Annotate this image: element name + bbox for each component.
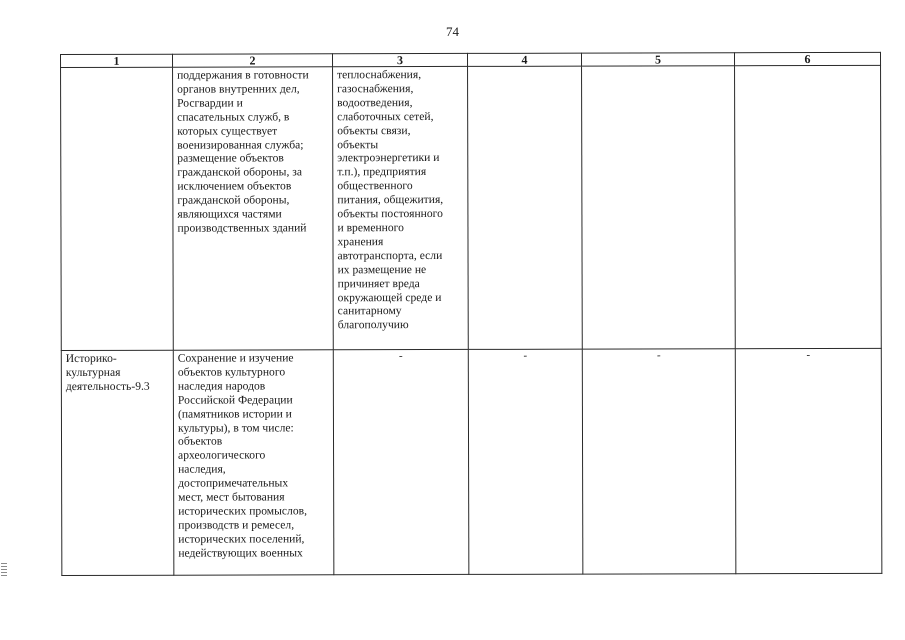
table-cell (468, 66, 583, 349)
column-header-3: 3 (333, 53, 468, 66)
land-use-table (60, 52, 882, 576)
table-cell (333, 349, 469, 574)
dash-mark: - (523, 349, 528, 362)
table-row (61, 348, 882, 575)
column-header-5: 5 (581, 53, 734, 66)
column-header-1: 1 (61, 54, 173, 67)
cell-text: теплоснабжения, газоснабжения, водоотведения, слаботочных сетей, объекты связи, объекты электроэнергетики и т.п.), предприятия общественного питания, общежития, объекты постоянного и временного хранения автотранспорта, если их размещение не причиняет вреда окружающей среде и санитарному благополучию (337, 68, 444, 332)
column-header-2: 2 (173, 54, 333, 67)
table-cell (61, 350, 174, 575)
table-cell (735, 65, 882, 348)
table-cell (173, 67, 334, 350)
table-row (61, 65, 882, 350)
table-cell (582, 349, 736, 574)
dash-mark: - (398, 350, 403, 363)
cell-text: Сохранение и изучение объектов культурного наследия народов Российской Федерации (памятников истории и культуры), в том числе: объектов археологического наследия, достопримечательных мест, мест бытования исторических промыслов, производств и ремесел, исторических поселений, недействующих военных (177, 351, 308, 560)
page-number: 74 (446, 24, 459, 39)
column-header-6: 6 (734, 52, 880, 65)
table-cell (735, 348, 882, 573)
table-cell (582, 66, 736, 349)
table-cell (333, 66, 469, 349)
dash-mark: - (806, 349, 811, 362)
cell-text: Историко- культурная деятельность-9.3 (65, 351, 150, 393)
table-cell (173, 350, 334, 575)
table-cell (61, 67, 174, 350)
column-header-4: 4 (467, 53, 581, 66)
dash-mark: - (656, 349, 661, 362)
table-cell (468, 349, 583, 574)
scan-margin-mark (1, 563, 7, 577)
cell-text: поддержания в готовности органов внутренних дел, Росгвардии и спасательных служб, в которых существует военизированная служба; размещение объектов гражданской обороны, за исключением объектов гражданской обороны, являющихся частями производственных зданий (177, 68, 309, 235)
